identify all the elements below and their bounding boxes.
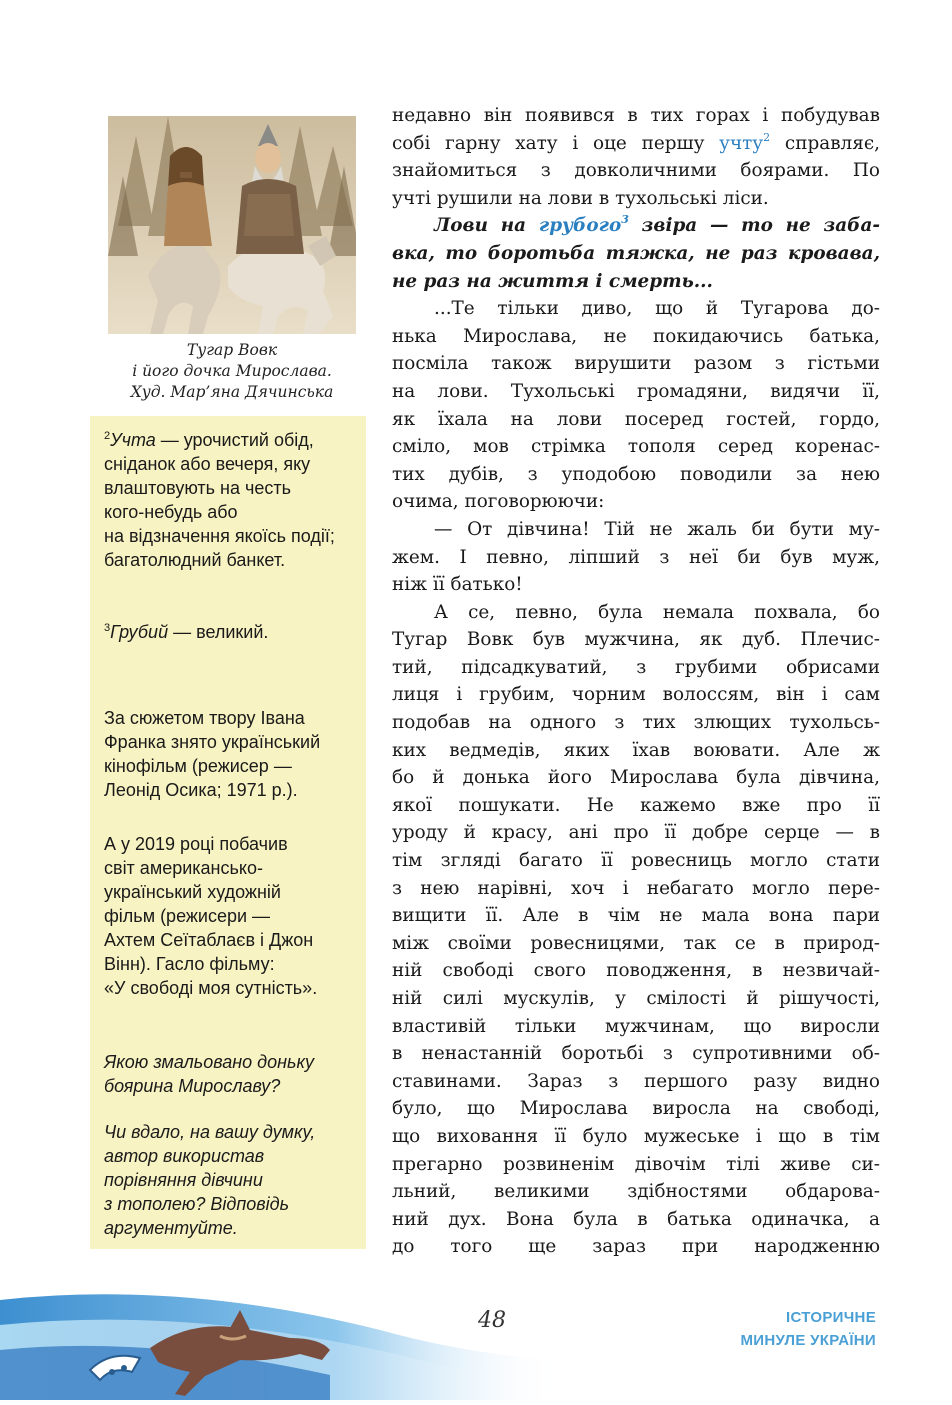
footnote-term: Учта (110, 430, 156, 450)
footnote-text: — урочистий обід, (155, 430, 314, 450)
film-note-text: Вінн). Гасло фільму: (104, 954, 275, 974)
film-note-text: кінофільм (режисер — (104, 756, 292, 776)
question-text: автор використав (104, 1146, 265, 1166)
glossary-link-uchta[interactable]: учту (719, 132, 764, 154)
text-line: Тугар Вовк був мужчина, як дуб. Плечис- (392, 629, 880, 651)
footnote-text: багатолюдний банкет. (104, 550, 286, 570)
text-line: прегарно розвиненім дівочім тілі живе си- (392, 1153, 880, 1175)
text-line: в ненастанній боротьбі з супротивними об- (392, 1043, 880, 1065)
question-text: з тополею? Відповідь (104, 1194, 290, 1214)
question-text: Якою змальовано доньку (104, 1052, 315, 1072)
footer-decoration (0, 1280, 560, 1400)
text-line: — От дівчина! Тій не жаль би бути му- (434, 518, 880, 540)
text-line: було, що Мирослава виросла на свободі, (392, 1098, 880, 1120)
riders-on-horses-illustration (108, 116, 356, 334)
caption-line: і його дочка Мирослава. (132, 362, 332, 380)
footnote-text: кого-небудь або (104, 502, 238, 522)
footnote-term: Грубий (110, 622, 169, 642)
film-note-text: Леонід Осика; 1971 р.). (104, 780, 298, 800)
film-note-text: За сюжетом твору Івана (104, 708, 305, 728)
text-line: подобав на одного з тих злющих тухольсь- (392, 712, 880, 734)
film-note-text: Ахтем Сеїтаблаєв і Джон (104, 930, 314, 950)
glossary-link-hrubyi[interactable]: грубого (538, 215, 622, 237)
caption-line: Тугар Вовк (186, 341, 278, 359)
text-line: ніж її батько! (392, 574, 523, 596)
text-line: вищити її. Але в чім не мала вона пари (392, 905, 880, 927)
text-line: ких ведмедів, яких їхав воювати. Але ж (392, 739, 880, 761)
section-title-line: ІСТОРИЧНЕ (786, 1309, 876, 1326)
footnote-ref: 2 (763, 130, 771, 144)
text-line: як їхала на лови посеред гостей, гордо, (392, 408, 880, 430)
horse-rider-wave-decoration (0, 1280, 560, 1400)
emphasis-line: Лови на грубого$^3$ звіра — то не заба- (434, 213, 881, 237)
footnote-text: на відзначення якоїсь події; (104, 526, 335, 546)
footnote-number: 2 (104, 430, 111, 442)
page-number: 48 (478, 1308, 506, 1333)
text-line: учті рушили на лови в тухольські ліси. (392, 187, 769, 209)
film-note-text: Франка знято український (104, 732, 321, 752)
section-title-line: МИНУЛЕ УКРАЇНИ (740, 1332, 876, 1349)
caption-line: Худ. Мар’яна Дячинська (130, 383, 334, 401)
emphasis-line: вка, то боротьба тяжка, не раз кровава, (392, 242, 880, 264)
emphasis-line: не раз на життя і смерть... (392, 270, 713, 292)
illustration (108, 116, 356, 334)
text-line: ний дух. Вона була в батька одиначка, а (392, 1208, 880, 1230)
text-line: сміло, мов стрімка тополя серед коренас- (392, 436, 880, 458)
question-2 (104, 1120, 366, 1240)
text-line: ...Те тільки диво, що й Тугарова до- (434, 298, 880, 320)
text-line: ній силі мускулів, у смілості й рішучості, (392, 988, 880, 1009)
text-line: ній свободі свого поводження, в незвичай- (392, 960, 880, 982)
text-line: недавно він появився в тих горах і побудував (392, 105, 880, 126)
text-line: що виховання її було мужеське і що в тім (392, 1125, 880, 1147)
text-line: очима, поговорюючи: (392, 491, 605, 513)
text-line: жем. І певно, ліпший з неї би був муж, (392, 546, 880, 568)
film-note-2 (104, 832, 366, 1000)
text-line: нька Мирослава, не покидаючись батька, (392, 325, 880, 347)
illustration-caption (100, 340, 364, 403)
film-note-text: «У свободі моя сутність». (104, 978, 318, 998)
text-line: лиця і грубим, чорним волоссям, він і сам (392, 684, 880, 706)
text-line: тий, підсадкуватий, з грубими обрисами (392, 656, 880, 678)
text-line: уроду й красу, ані про її добре серце — в (392, 822, 880, 844)
film-note-1 (104, 706, 366, 802)
question-text: порівняння дівчини (104, 1170, 263, 1190)
text-line: льний, великими здібностями обдарова- (392, 1181, 880, 1203)
footnote-ref: 3 (621, 213, 629, 227)
text-line: між своїми ровесницями, так се в природ- (392, 932, 880, 954)
text-line: до того ще зараз при народженню (392, 1236, 880, 1258)
text-line: посміла також вирушити разом з гістьми (392, 353, 880, 375)
film-note-text: світ американсько- (104, 858, 263, 878)
text-line: ставинами. Зараз з першого разу видно (392, 1070, 880, 1092)
footnote-text: — великий. (168, 622, 269, 642)
question-1 (104, 1050, 366, 1098)
film-note-text: український художній (104, 882, 281, 902)
footnote-3 (104, 620, 366, 644)
text-line: тім згляді багато її ровесниць могло стати (392, 850, 880, 872)
question-text: аргументуйте. (104, 1218, 238, 1238)
footnote-text: влаштовують на честь (104, 478, 292, 498)
footnote-text: сніданок або вечеря, яку (104, 454, 311, 474)
text-line: тих дубів, з уподобою поводили за нею (392, 463, 880, 485)
text-line: на лови. Тухольські громадяни, видячи її, (392, 380, 880, 402)
text-line: з нею нарівні, хоч і небагато могло пере- (392, 877, 880, 899)
film-note-text: А у 2019 році побачив (104, 834, 288, 854)
text-line: властивій тільки мужчинам, що виросли (392, 1015, 880, 1037)
film-note-text: фільм (режисери — (104, 906, 271, 926)
section-title (700, 1306, 876, 1352)
text-line: знайомиться з довколичними боярами. По (392, 160, 880, 182)
question-text: Чи вдало, на вашу думку, (104, 1122, 316, 1142)
main-text (392, 102, 880, 1261)
text-line: собі гарну хату і оце першу учту$^2$ справляє, (392, 130, 880, 154)
footnote-2 (104, 428, 366, 572)
text-line: бо й донька його Мирослава була дівчина, (392, 767, 880, 789)
footnote-number: 3 (104, 622, 111, 634)
text-line: А се, певно, була немала похвала, бо (434, 601, 880, 623)
question-text: боярина Мирославу? (104, 1076, 281, 1096)
text-line: якої пошукати. Не кажемо вже про її (392, 794, 880, 816)
